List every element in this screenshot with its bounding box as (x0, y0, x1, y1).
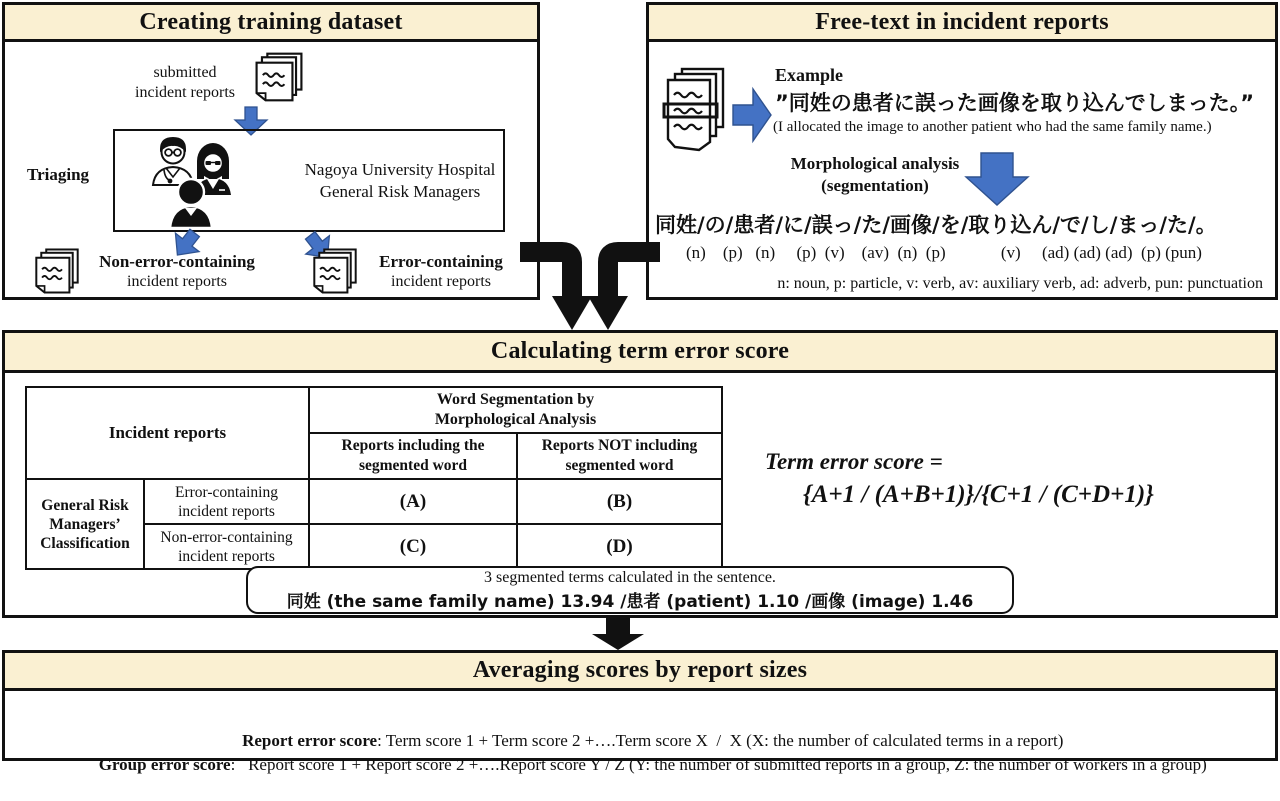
term-error-score-formula-label: Term error score = (765, 449, 943, 474)
error-label: Error-containing incident reports (379, 252, 503, 290)
table-column-group-header: Word Segmentation by Morphological Analysis (309, 387, 722, 433)
panel-term-error-score (2, 330, 1278, 618)
note-line-1: 3 segmented terms calculated in the sentence. (484, 568, 776, 586)
panel-creating-training-dataset (2, 2, 540, 300)
panel-title-band (5, 653, 1275, 691)
morphological-analysis-label: Morphological analysis (segmentation) (790, 154, 960, 195)
risk-managers-caption: Nagoya University Hospital General Risk Managers (304, 160, 496, 201)
cell-C: (C) (309, 524, 517, 569)
panel-title-band (5, 5, 537, 42)
triaging-label: Triaging (27, 165, 90, 184)
example-english-gloss: (I allocated the image to another patient who had the same family name.) (773, 119, 1212, 135)
segmented-sentence: 同姓/の/患者/に/誤っ/た/画像/を/取り込ん/で/し/まっ/た/。 (655, 213, 1217, 237)
table-col-not-include: Reports NOT including segmented word (517, 433, 722, 479)
example-japanese-text: ”同姓の患者に誤った画像を取り込んでしまった。” (775, 91, 1255, 115)
document-stack-icon (311, 247, 359, 295)
contingency-table (25, 386, 723, 570)
table-row-non-error: Non-error-containing incident reports (144, 524, 309, 569)
cell-B: (B) (517, 479, 722, 524)
merge-flow-arrows-icon (502, 230, 662, 333)
document-stack-icon (33, 247, 81, 295)
note-line-2: 同姓 (the same family name) 13.94 /患者 (patient) 1.10 /画像 (image) 1.46 (286, 591, 974, 612)
term-error-score-formula: {A+1 / (A+B+1)}/{C+1 / (C+D+1)} (803, 481, 1154, 508)
report-error-score-line: Report error score: Term score 1 + Term score 2 +….Term score X / X (X: the number of calculated terms in a report) (242, 731, 1064, 750)
cell-A: (A) (309, 479, 517, 524)
panel-title-band (649, 5, 1275, 42)
pos-tags-line: (n) (p) (n) (p) (v) (av) (n) (p) (v) (ad) (ad) (ad) (p) (pun) (686, 243, 1202, 262)
panel-title: Calculating term error score (490, 338, 790, 364)
panel-title: Averaging scores by report sizes (472, 657, 808, 683)
panel-free-text (646, 2, 1278, 300)
table-col-include: Reports including the segmented word (309, 433, 517, 479)
flow-down-arrow-icon (592, 617, 644, 650)
non-error-label: Non-error-containing incident reports (99, 252, 255, 290)
panel-title-band (5, 333, 1275, 373)
cell-D: (D) (517, 524, 722, 569)
panel-title: Creating training dataset (139, 8, 403, 35)
document-highlight-icon (663, 67, 727, 153)
panel-averaging-scores (2, 650, 1278, 774)
example-label: Example (775, 65, 844, 85)
submitted-reports-label: submitted incident reports (135, 64, 235, 101)
risk-managers-people-icon (147, 135, 239, 230)
segmented-terms-note-box (246, 566, 1014, 614)
table-row-error: Error-containing incident reports (144, 479, 309, 524)
right-arrow-icon (733, 89, 771, 141)
panel-title: Free-text in incident reports (815, 8, 1109, 35)
group-error-score-line: Group error score: Report score 1 + Report score 2 +….Report score Y / Z (Y: the number of submitted reports in a group, Z: the number of workers in a group) (98, 755, 1207, 774)
risk-managers-box (113, 129, 505, 232)
pos-legend: n: noun, p: particle, v: verb, av: auxiliary verb, ad: adverb, pun: punctuation (777, 275, 1263, 292)
table-row-group-header: General Risk Managers’ Classification (26, 479, 144, 569)
down-arrow-icon (966, 153, 1028, 205)
document-stack-icon (253, 51, 305, 103)
table-corner-cell: Incident reports (26, 387, 309, 479)
